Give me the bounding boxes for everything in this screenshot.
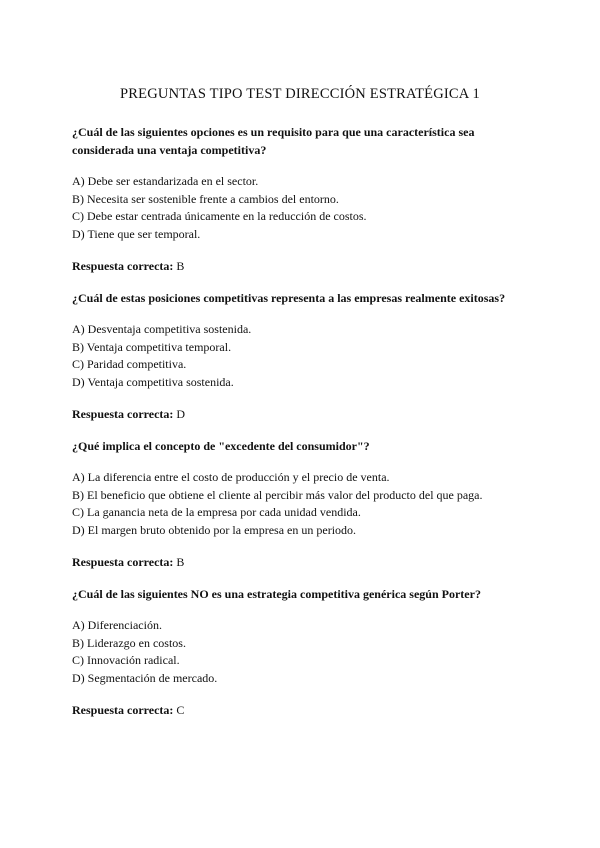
question-block-1: [72, 123, 528, 275]
option-d: D) Segmentación de mercado.: [72, 670, 218, 685]
option-a: A) Desventaja competitiva sostenida.: [72, 322, 252, 336]
option-d: D) Ventaja competitiva sostenida.: [72, 374, 234, 389]
answer-value: D: [176, 407, 186, 421]
answer-value: C: [176, 703, 185, 717]
option-b: B) El beneficio que obtiene el cliente al percibir más valor del producto del que paga.: [72, 487, 483, 502]
document-title: PREGUNTAS TIPO TEST DIRECCIÓN ESTRATÉGICA 1: [120, 86, 480, 102]
option-c: C) Debe estar centrada únicamente en la reducción de costos.: [72, 209, 367, 223]
option-b: B) Liderazgo en costos.: [72, 635, 186, 650]
option-d: D) El margen bruto obtenido por la empresa en un periodo.: [72, 522, 357, 537]
option-a: A) La diferencia entre el costo de producción y el precio de venta.: [72, 470, 390, 484]
option-c: C) Paridad competitiva.: [72, 357, 187, 371]
correct-answer: [72, 553, 528, 571]
option-a: A) Debe ser estandarizada en el sector.: [72, 174, 259, 188]
option-b: B) Ventaja competitiva temporal.: [72, 339, 232, 354]
question-text: ¿Cuál de las siguientes opciones es un requisito para que una característica sea considerada una ventaja competitiva?: [72, 125, 475, 157]
question-block-3: [72, 437, 528, 571]
question-text: ¿Cuál de las siguientes NO es una estrategia competitiva genérica según Porter?: [72, 587, 481, 601]
question-text: ¿Qué implica el concepto de "excedente del consumidor"?: [72, 439, 370, 453]
option-b: B) Necesita ser sostenible frente a cambios del entorno.: [72, 191, 339, 206]
answer-label: Respuesta correcta:: [72, 407, 174, 421]
options-list: [72, 321, 528, 391]
options-list: [72, 173, 528, 243]
options-list: [72, 617, 528, 687]
answer-label: Respuesta correcta:: [72, 703, 174, 717]
question-block-4: [72, 585, 528, 719]
option-c: C) Innovación radical.: [72, 653, 180, 667]
option-d: D) Tiene que ser temporal.: [72, 226, 201, 241]
answer-value: B: [176, 259, 185, 273]
answer-label: Respuesta correcta:: [72, 259, 174, 273]
correct-answer: [72, 701, 528, 719]
correct-answer: [72, 405, 528, 423]
option-c: C) La ganancia neta de la empresa por cada unidad vendida.: [72, 505, 361, 519]
answer-value: B: [176, 555, 185, 569]
correct-answer: [72, 257, 528, 275]
question-block-2: [72, 289, 528, 423]
answer-label: Respuesta correcta:: [72, 555, 174, 569]
options-list: [72, 469, 528, 539]
option-a: A) Diferenciación.: [72, 618, 162, 632]
question-text: ¿Cuál de estas posiciones competitivas representa a las empresas realmente exitosas?: [72, 291, 506, 305]
